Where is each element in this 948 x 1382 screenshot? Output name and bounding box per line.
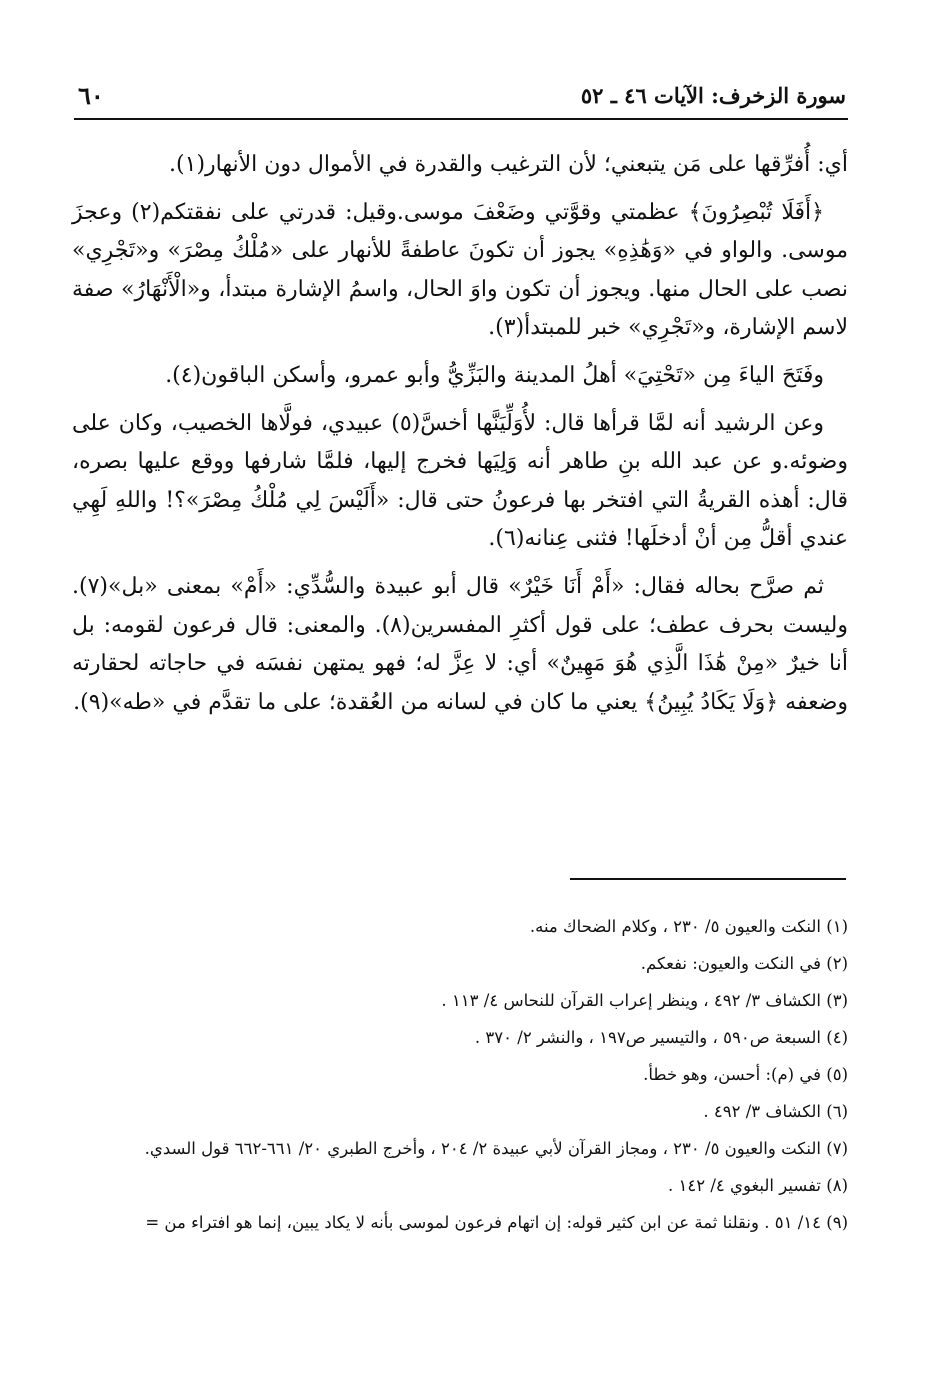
page-number: ٦٠ xyxy=(78,81,104,110)
footnote: (٧) النكت والعيون ٥/ ٢٣٠ ، ومجاز القرآن لأبي عبيدة ٢/ ٢٠٤ ، وأخرج الطبري ٢٠/ ٦٦١-٦٦٢ قول السدي. xyxy=(144,1139,848,1158)
footnote: (٩) ١٤/ ٥١ . ونقلنا ثمة عن ابن كثير قوله: إن اتهام فرعون لموسى بأنه لا يكاد يبين، إنما هو افتراء من = xyxy=(145,1213,848,1232)
footnote: (٤) السبعة ص٥٩٠ ، والتيسير ص١٩٧ ، والنشر ٢/ ٣٧٠ . xyxy=(474,1028,848,1047)
main-text xyxy=(72,146,848,731)
page-header xyxy=(78,78,846,114)
footnote: (٢) في النكت والعيون: نفعكم. xyxy=(640,954,848,973)
footnote: (٣) الكشاف ٣/ ٤٩٢ ، وينظر إعراب القرآن للنحاس ٤/ ١١٣ . xyxy=(441,991,848,1010)
footnote: (٦) الكشاف ٣/ ٤٩٢ . xyxy=(703,1102,848,1121)
running-title: سورة الزخرف: الآيات ٤٦ ـ ٥٢ xyxy=(580,83,846,108)
footnote-divider xyxy=(570,878,846,880)
paragraph: وفَتَحَ الياءَ مِن «تَحْتِيَ» أهلُ المدينة والبَزِّيُّ وأبو عمرو، وأسكن الباقون(٤). xyxy=(165,362,824,388)
footnote: (٨) تفسير البغوي ٤/ ١٤٢ . xyxy=(668,1176,848,1195)
paragraph: وعن الرشيد أنه لمَّا قرأها قال: لأُوَلِّيَنَّها أخسَّ(٥) عبيدي، فولَّاها الخصيب، وكان على وضوئه.و عن عبد الله بنِ طاهر أنه وَلِيَها فخرج إليها، فلمَّا شارفها ووقع عليها بصره، قال: أهذه القريةُ التي افتخر بها فرعونُ حتى قال: «أَلَيْسَ لِي مُلْكُ مِصْرَ»؟! واللهِ لَهِي عندي أقلُّ مِن أنْ أدخلَها! فثنى عِنانه(٦). xyxy=(72,410,848,552)
header-divider xyxy=(74,118,848,120)
paragraph: ﴿أَفَلَا تُبْصِرُونَ﴾ عظمتي وقوَّتي وضَعْفَ موسى.وقيل: قدرتي على نفقتكم(٢) وعجزَ موسى. والواو في «وَهَٰذِهِ» يجوز أن تكونَ عاطفةً للأنهار على «مُلْكُ مِصْرَ» و«تَجْرِي» نصب على الحال منها. ويجوز أن تكون واوَ الحال، واسمُ الإشارة مبتدأ، و«الْأَنْهَارُ» صفة لاسم الإشارة، و«تَجْرِي» خبر للمبتدأ(٣). xyxy=(72,199,848,341)
footnotes xyxy=(74,908,848,1241)
paragraph: أي: أُفرِّقها على مَن يتبعني؛ لأن الترغيب والقدرة في الأموال دون الأنهار(١). xyxy=(169,152,848,177)
paragraph: ثم صرَّح بحاله فقال: «أَمْ أَنَا خَيْرٌ» قال أبو عبيدة والسُّدِّي: «أَمْ» بمعنى «بل»(٧). وليست بحرف عطف؛ على قول أكثرِ المفسرين(٨). والمعنى: قال فرعون لقومه: بل أنا خيرٌ «مِنْ هَٰذَا الَّذِي هُوَ مَهِينٌ» أي: لا عِزَّ له؛ فهو يمتهن نفسَه في حاجاته لحقارته وضعفه ﴿وَلَا يَكَادُ يُبِينُ﴾ يعني ما كان في لسانه من العُقدة؛ على ما تقدَّم في «طه»(٩). xyxy=(72,573,848,715)
footnote: (٥) في (م): أحسن، وهو خطأ. xyxy=(643,1065,848,1084)
footnote: (١) النكت والعيون ٥/ ٢٣٠ ، وكلام الضحاك منه. xyxy=(529,917,848,936)
